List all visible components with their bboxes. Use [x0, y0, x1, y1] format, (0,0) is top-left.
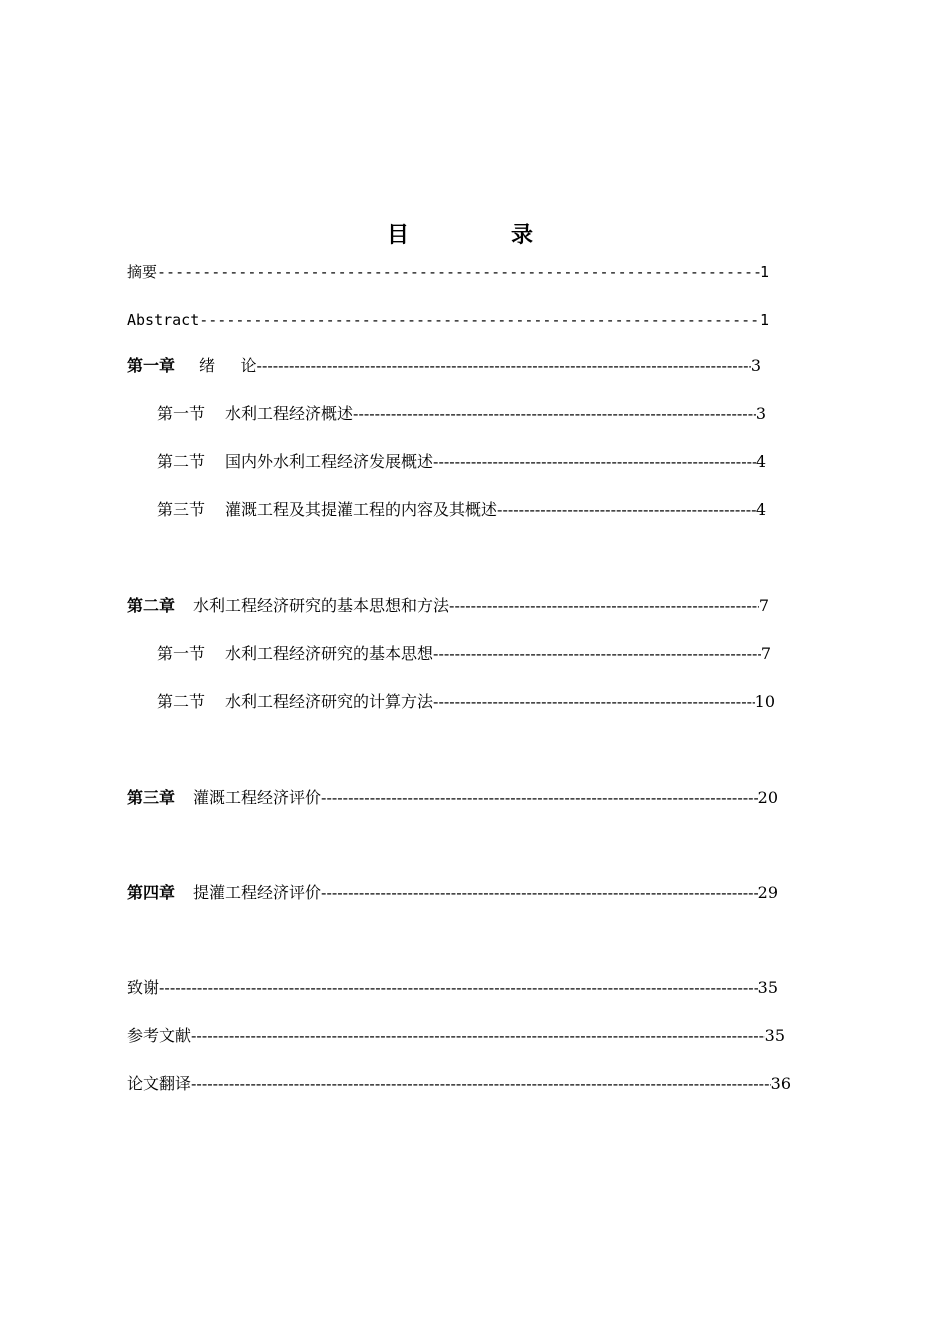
- chapter-prefix: 第一章: [127, 356, 176, 375]
- toc-entry-ch1-section-2[interactable]: [157, 450, 766, 474]
- dot-leader: [191, 1072, 771, 1096]
- toc-entry-abstract-cn[interactable]: [127, 260, 769, 284]
- dot-leader: [433, 642, 761, 666]
- dot-leader: [433, 450, 756, 474]
- section-prefix: 第三节: [157, 500, 206, 519]
- toc-entry-label: 参考文献: [127, 1026, 192, 1045]
- toc-page-number: 20: [757, 788, 778, 807]
- toc-page-number: 29: [757, 883, 778, 902]
- section-prefix: 第一节: [157, 644, 206, 663]
- dot-leader: [353, 402, 756, 426]
- chapter-prefix: 第四章: [127, 883, 176, 902]
- toc-entry-label: 论文翻译: [127, 1074, 192, 1093]
- toc-entry-acknowledgements[interactable]: [127, 976, 778, 1000]
- section-title: 国内外水利工程经济发展概述: [225, 452, 434, 471]
- toc-entry-ch1-section-3[interactable]: [157, 498, 766, 522]
- toc-entry-chapter-1[interactable]: [127, 354, 761, 378]
- chapter-title: 灌溉工程经济评价: [193, 788, 322, 807]
- dot-leader: [157, 260, 760, 284]
- toc-entry-label: 致谢: [127, 978, 160, 997]
- toc-page-number: 10: [754, 692, 775, 711]
- section-title: 水利工程经济研究的计算方法: [225, 692, 434, 711]
- section-prefix: 第二节: [157, 692, 206, 711]
- section-prefix: 第一节: [157, 404, 206, 423]
- section-title: 水利工程经济概述: [225, 404, 354, 423]
- toc-entry-ch2-section-1[interactable]: [157, 642, 771, 666]
- chapter-title-part-b: 论: [240, 356, 257, 375]
- toc-entry-thesis-translation[interactable]: [127, 1072, 791, 1096]
- toc-page-number: 35: [757, 978, 778, 997]
- toc-page-number: 35: [764, 1026, 785, 1045]
- section-prefix: 第二节: [157, 452, 206, 471]
- toc-title: 目 录: [386, 223, 573, 248]
- dot-leader: [321, 881, 758, 905]
- section-title: 灌溉工程及其提灌工程的内容及其概述: [225, 500, 498, 519]
- toc-page-number: 1: [759, 263, 769, 281]
- chapter-title-part-a: 绪: [199, 356, 216, 375]
- dot-leader: [159, 976, 758, 1000]
- chapter-prefix: 第三章: [127, 788, 176, 807]
- dot-leader: [199, 308, 760, 332]
- chapter-title: 水利工程经济研究的基本思想和方法: [193, 596, 450, 615]
- section-title: 水利工程经济研究的基本思想: [225, 644, 434, 663]
- toc-entry-chapter-2[interactable]: [127, 594, 769, 618]
- toc-page-number: 7: [758, 596, 769, 615]
- toc-page-number: 7: [760, 644, 771, 663]
- dot-leader: [321, 786, 758, 810]
- dot-leader: [497, 498, 756, 522]
- toc-page-number: 1: [759, 311, 769, 329]
- toc-entry-chapter-3[interactable]: [127, 786, 778, 810]
- toc-page-number: 4: [755, 500, 766, 519]
- dot-leader: [449, 594, 759, 618]
- toc-page-number: 3: [750, 356, 761, 375]
- toc-entry-ch2-section-2[interactable]: [157, 690, 775, 714]
- toc-page-number: 3: [755, 404, 766, 423]
- toc-entry-chapter-4[interactable]: [127, 881, 778, 905]
- toc-page-number: 4: [755, 452, 766, 471]
- chapter-title: 提灌工程经济评价: [193, 883, 322, 902]
- toc-entry-label: 摘要: [127, 263, 158, 281]
- toc-entry-ch1-section-1[interactable]: [157, 402, 766, 426]
- toc-page-number: 36: [770, 1074, 791, 1093]
- chapter-prefix: 第二章: [127, 596, 176, 615]
- toc-entry-label: Abstract: [127, 311, 200, 329]
- dot-leader: [433, 690, 755, 714]
- toc-entry-references[interactable]: [127, 1024, 785, 1048]
- dot-leader: [257, 354, 751, 378]
- dot-leader: [191, 1024, 765, 1048]
- toc-entry-abstract-en[interactable]: [127, 308, 769, 332]
